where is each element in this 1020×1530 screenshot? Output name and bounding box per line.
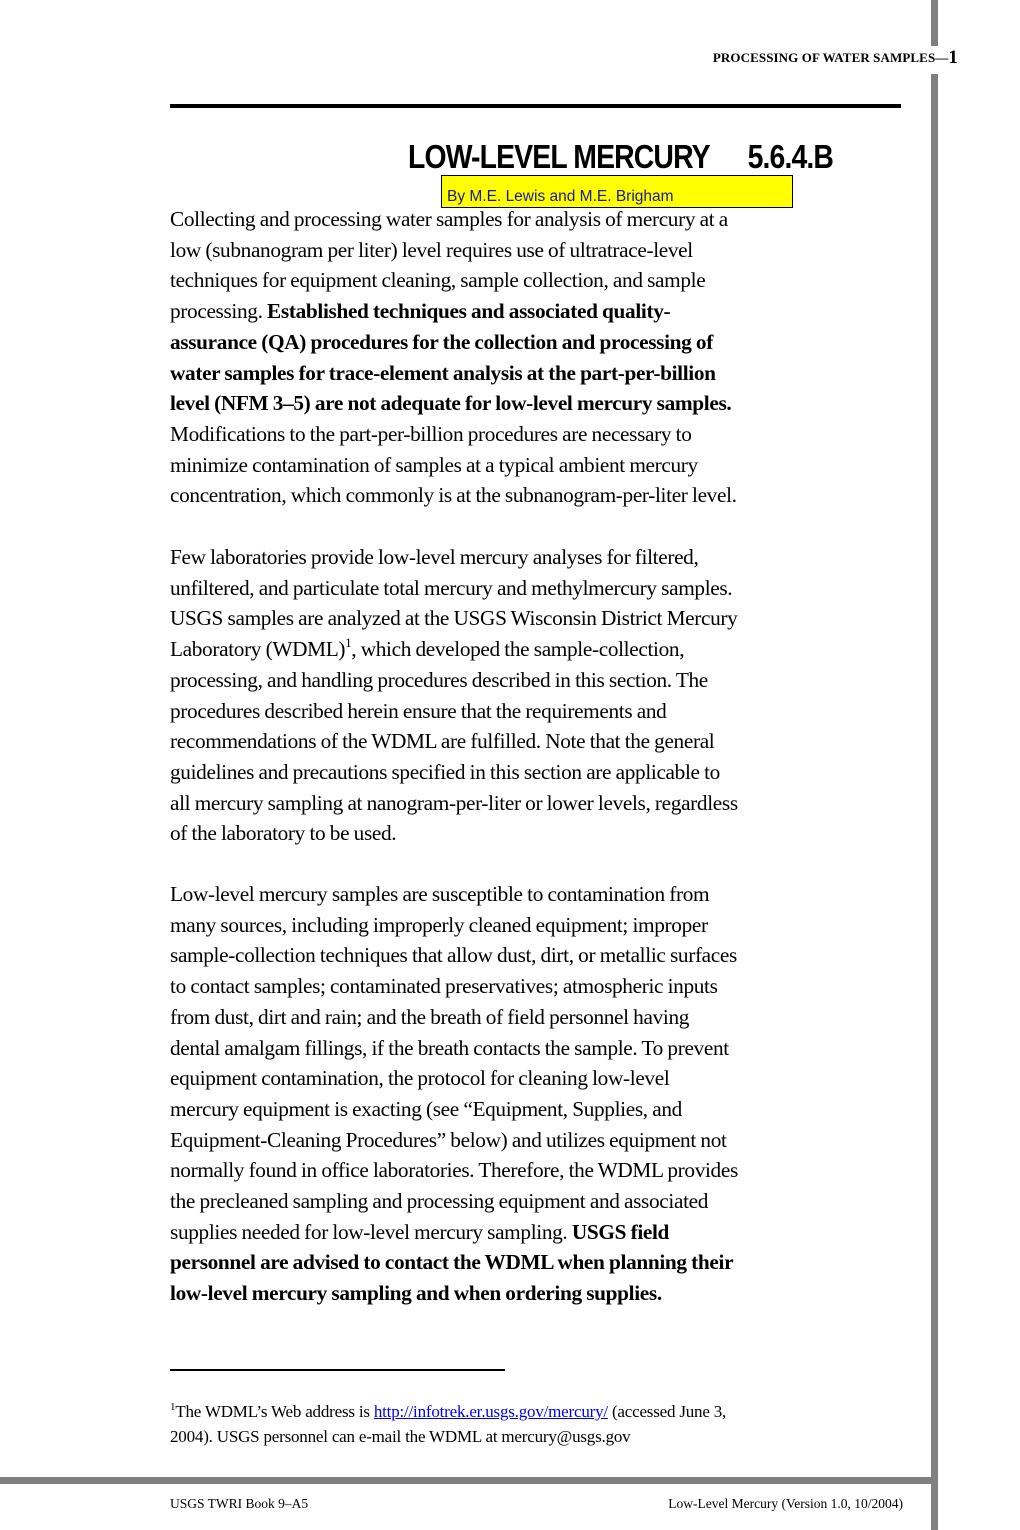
emphasis-text: water samples for trace-element analysis at the part-per-billion: [170, 360, 716, 385]
page-number: 1: [948, 47, 958, 68]
emphasis-text: USGS field: [571, 1219, 670, 1244]
text-run: all mercury sampling at nanogram-per-liter or lower levels, regardless: [170, 790, 738, 815]
text-run: the precleaned sampling and processing equipment and associated: [170, 1189, 709, 1214]
paragraph-line: [170, 1155, 910, 1186]
paragraph-line: [170, 235, 910, 266]
text-run: to contact samples; contaminated preservatives; atmospheric inputs: [170, 974, 718, 999]
paragraph-line: [170, 940, 910, 971]
paragraph-3: [170, 879, 910, 1309]
text-run: Modifications to the part-per-billion procedures are necessary to: [170, 421, 692, 446]
text-run: from dust, dirt and rain; and the breath of field personnel having: [170, 1004, 690, 1029]
header-rule: [170, 104, 901, 108]
paragraph-line: [170, 665, 910, 696]
margin-bar-top: [931, 0, 938, 46]
footnote-rule: [170, 1369, 505, 1371]
text-run: guidelines and precautions specified in this section are applicable to: [170, 759, 720, 784]
running-head-section: PROCESSING OF WATER SAMPLES: [712, 50, 936, 65]
paragraph-line: [170, 603, 910, 634]
text-run: unfiltered, and particulate total mercury and methylmercury samples.: [170, 575, 733, 600]
byline: By M.E. Lewis and M.E. Brigham: [441, 175, 793, 208]
text-run: recommendations of the WDML are fulfilled. Note that the general: [170, 729, 715, 754]
paragraph-line: [170, 204, 910, 235]
paragraph-line: [170, 1063, 910, 1094]
text-run: dental amalgam fillings, if the breath contacts the sample. To prevent: [170, 1035, 729, 1060]
footnote-line-2: 2004). USGS personnel can e-mail the WDML at mercury@usgs.gov: [170, 1426, 631, 1446]
text-run: processing, and handling procedures described in this section. The: [170, 667, 708, 692]
paragraph-line: [170, 818, 910, 849]
emphasis-text: assurance (QA) procedures for the collection and processing of: [170, 329, 713, 354]
paragraph-line: [170, 480, 910, 511]
text-run: Low-level mercury samples are susceptible to contamination from: [170, 882, 710, 906]
paragraph-line: [170, 1186, 910, 1217]
paragraph-line: [170, 726, 910, 757]
text-run: , which developed the sample-collection,: [351, 637, 685, 662]
paragraph-line: [170, 1033, 910, 1064]
paragraph-line: [170, 1094, 910, 1125]
text-run: Equipment-Cleaning Procedures” below) and utilizes equipment not: [170, 1127, 727, 1152]
text-run: Laboratory (WDML): [170, 637, 346, 662]
paragraph-line: [170, 757, 910, 788]
paragraph-line: [170, 1247, 910, 1278]
text-run: USGS samples are analyzed at the USGS Wisconsin District Mercury: [170, 606, 738, 631]
paragraph-line: [170, 879, 910, 910]
footnote-line-1: [170, 1400, 910, 1425]
emphasis-text: low-level mercury sampling and when ordering supplies.: [170, 1281, 662, 1306]
paragraph-line: [170, 696, 910, 727]
text-run: sample-collection techniques that allow dust, dirt, or metallic surfaces: [170, 943, 737, 968]
emphasis-text: Established techniques and associated quality-: [267, 299, 671, 324]
paragraph-2: [170, 542, 910, 849]
paragraph-line: [170, 910, 910, 941]
margin-bar: [931, 74, 938, 1530]
text-run: many sources, including improperly cleaned equipment; improper: [170, 912, 708, 937]
footer-publication: USGS TWRI Book 9–A5: [170, 1496, 309, 1511]
paragraph-line: [170, 450, 910, 481]
emphasis-text: personnel are advised to contact the WDML when planning their: [170, 1250, 734, 1275]
paragraph-line: [170, 1278, 910, 1309]
paragraph-1: [170, 204, 910, 511]
running-head-dash: —: [935, 50, 949, 65]
paragraph-line: [170, 542, 910, 573]
text-run: techniques for equipment cleaning, sample collection, and sample: [170, 268, 706, 293]
title-text: LOW-LEVEL MERCURY: [408, 138, 710, 175]
paragraph-line: [170, 358, 910, 389]
text-run: mercury equipment is exacting (see “Equipment, Supplies, and: [170, 1096, 682, 1121]
paragraph-line: [170, 296, 910, 327]
text-run: low (subnanogram per liter) level requires use of ultratrace-level: [170, 237, 693, 262]
text-run: minimize contamination of samples at a typical ambient mercury: [170, 452, 698, 477]
paragraph-line: [170, 1125, 910, 1156]
paragraph-line: [170, 634, 910, 665]
paragraph-line: [170, 388, 910, 419]
footnote-text-2: (accessed June 3,: [607, 1402, 727, 1421]
text-run: procedures described herein ensure that the requirements and: [170, 698, 667, 723]
page-title: [408, 137, 833, 177]
footnote: [170, 1400, 910, 1449]
text-run: supplies needed for low-level mercury sampling.: [170, 1219, 572, 1244]
text-run: normally found in office laboratories. Therefore, the WDML provides: [170, 1158, 738, 1183]
running-head: [713, 47, 958, 69]
wdml-web-link[interactable]: http://infotrek.er.usgs.gov/mercury/: [373, 1402, 608, 1421]
text-run: Few laboratories provide low-level mercury analyses for filtered,: [170, 545, 699, 569]
footnote-reference[interactable]: 1: [345, 635, 352, 651]
text-run: Collecting and processing water samples for analysis of mercury at a: [170, 207, 728, 231]
footnote-text-1: The WDML’s Web address is: [175, 1402, 374, 1421]
text-run: processing.: [170, 299, 268, 324]
footnote-marker: 1: [170, 1401, 176, 1413]
paragraph-line: [170, 788, 910, 819]
paragraph-line: [170, 327, 910, 358]
paragraph-line: [170, 265, 910, 296]
section-number: 5.6.4.B: [747, 138, 834, 175]
paragraph-line: [170, 1002, 910, 1033]
text-run: of the laboratory to be used.: [170, 821, 397, 846]
text-run: equipment contamination, the protocol for cleaning low-level: [170, 1066, 670, 1091]
footer-rule: [0, 1477, 932, 1484]
footer-version: Low-Level Mercury (Version 1.0, 10/2004): [668, 1496, 903, 1511]
paragraph-line: [170, 1217, 910, 1248]
paragraph-line: [170, 971, 910, 1002]
emphasis-text: level (NFM 3–5) are not adequate for low-level mercury samples.: [170, 391, 732, 416]
paragraph-line: [170, 419, 910, 450]
text-run: concentration, which commonly is at the subnanogram-per-liter level.: [170, 483, 737, 508]
paragraph-line: [170, 573, 910, 604]
